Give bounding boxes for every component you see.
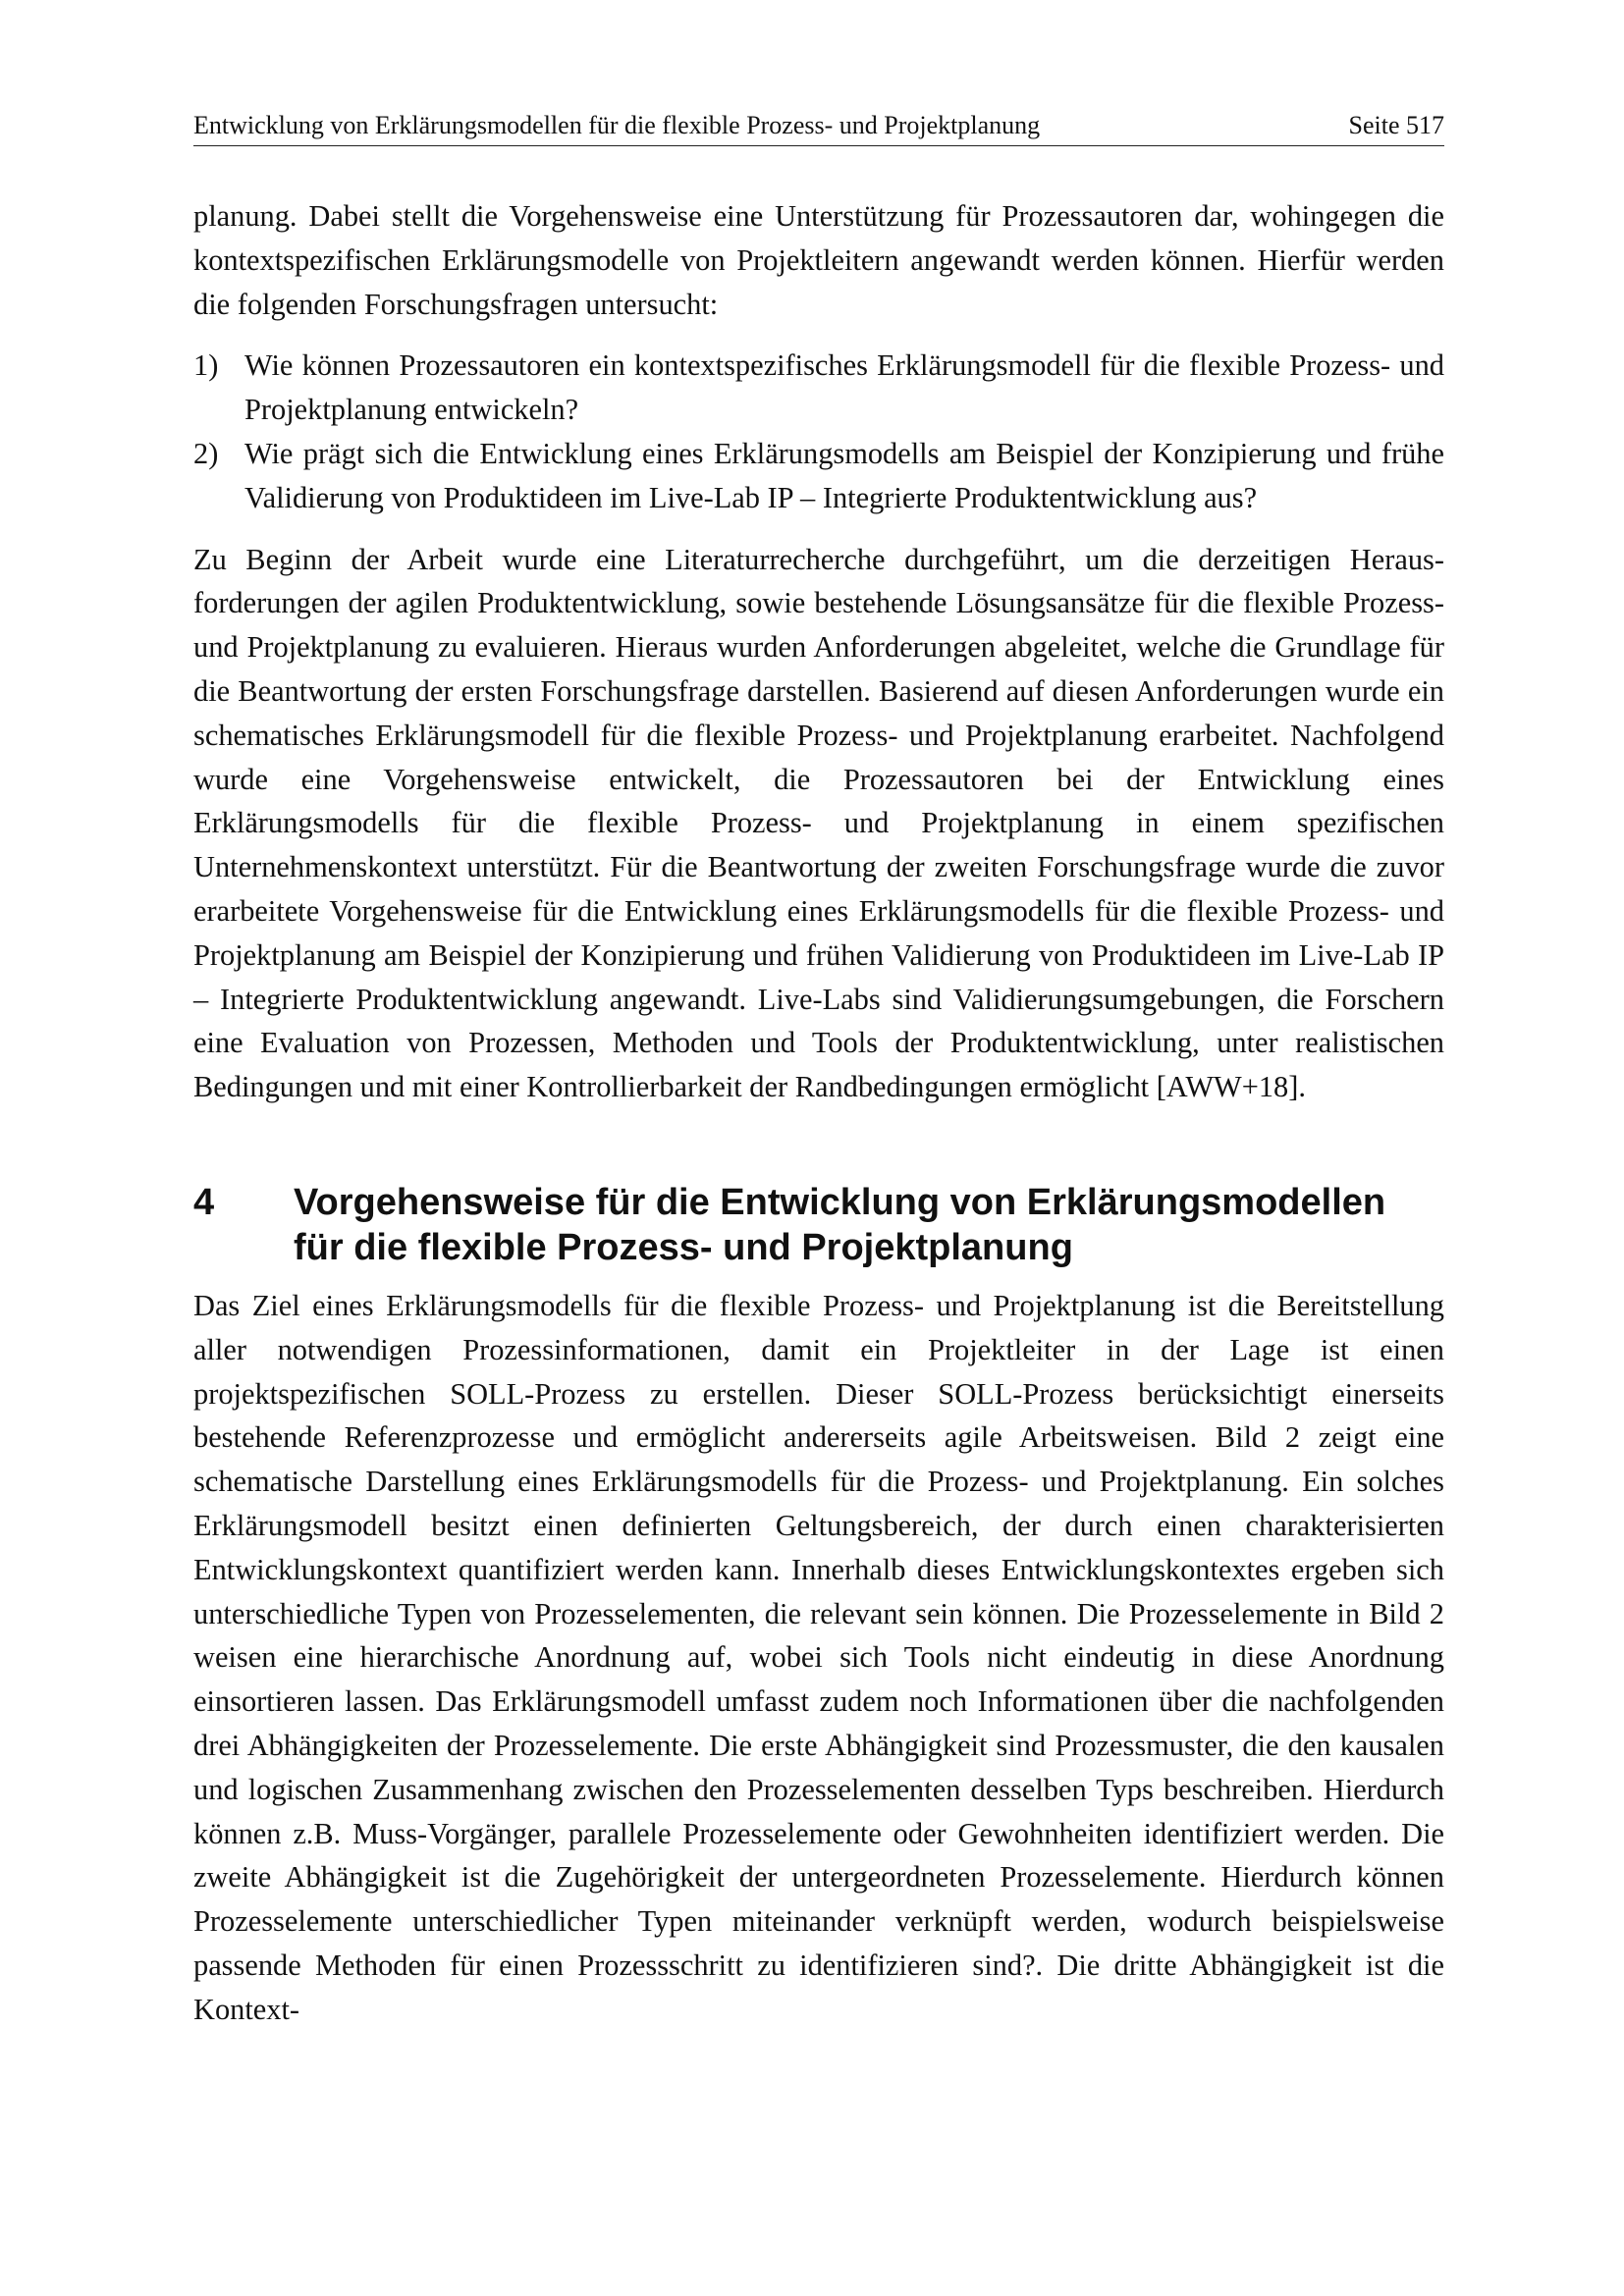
research-question-1	[193, 344, 1444, 432]
section-4-paragraph: Das Ziel eines Erklärungsmodells für die flexible Prozess- und Projektplanung ist die Bereitstellung aller notwendigen Prozessinformationen, damit ein Projektleiter in der Lage ist einen projektspezifischen SOLL-Prozess zu erstellen. Dieser SOLL-Prozess berücksichtigt einerseits bestehende Referenzprozesse und ermöglicht andererseits agile Arbeitsweisen. Bild 2 zeigt eine schematische Darstellung eines Erklärungsmodells für die Prozess- und Projektplanung. Ein solches Erklärungsmodell besitzt einen definierten Geltungsbereich, der durch einen charakterisierten Entwicklungskontext quantifiziert werden kann. Innerhalb dieses Entwicklungskontextes ergeben sich unterschiedliche Typen von Prozesselementen, die relevant sein können. Die Prozesselemente in Bild 2 weisen eine hierarchische Anordnung auf, wobei sich Tools nicht eindeutig in diese Anordnung einsortieren lassen. Das Erklärungsmodell umfasst zudem noch Informationen über die nachfolgenden drei Abhängigkeiten der Prozesselemente. Die erste Abhängigkeit sind Prozessmuster, die den kausalen und logischen Zusammenhang zwischen den Prozesselementen desselben Typs beschreiben. Hierdurch können z.B. Muss-Vorgänger, parallele Prozesselemente oder Gewohnheiten identifiziert werden. Die zweite Abhängigkeit ist die Zugehörigkeit der untergeordneten Prozesselemente. Hierdurch können Prozesselemente unterschiedlicher Typen miteinander verknüpft werden, wodurch beispielsweise passende Methoden für einen Prozessschritt zu identifizieren sind?. Die dritte Abhängigkeit ist die Kontext-	[193, 1288, 1444, 2026]
page-body	[193, 194, 1444, 2031]
section-title: Vorgehensweise für die Entwicklung von Erklärungsmodellen für die flexible Prozess- und Projektplanung	[294, 1181, 1386, 1268]
method-paragraph: Zu Beginn der Arbeit wurde eine Literaturrecherche durchgeführt, um die derzeitigen Herausforderungen der agilen Produktentwicklung, sowie bestehende Lösungsansätze für die flexible Prozess- und Projektplanung zu evaluieren. Hieraus wurden Anforderungen abgeleitet, welche die Grundlage für die Beantwortung der ersten Forschungsfrage darstellen. Basierend auf diesen Anforderungen wurde ein schematisches Erklärungsmodell für die flexible Prozess- und Projektplanung erarbeitet. Nachfolgend wurde eine Vorgehensweise entwickelt, die Prozessautoren bei der Entwicklung eines Erklärungsmodells für die flexible Prozess- und Projektplanung in einem spezifischen Unternehmenskontext unterstützt. Für die Beantwortung der zweiten Forschungsfrage wurde die zuvor erarbeitete Vorgehensweise für die Entwicklung eines Erklärungsmodells für die flexible Prozess- und Projektplanung am Beispiel der Konzipierung und frühen Validierung von Produktideen im Live-Lab IP – Integrierte Produktentwicklung angewandt. Live-Labs sind Validierungsumgebungen, die Forschern eine Evaluation von Prozessen, Methoden und Tools der Produktentwicklung, unter realistischen Bedingungen und mit einer Kontrollierbarkeit der Randbedingungen ermöglicht [AWW+18].	[193, 542, 1444, 1104]
research-question-number: 2)	[193, 436, 219, 470]
research-question-2	[193, 432, 1444, 520]
page-number: Seite 517	[1348, 111, 1444, 139]
research-questions-list	[193, 344, 1444, 519]
research-question-text: Wie können Prozessautoren ein kontextspezifisches Erklärungsmodell für die flexible Prozess- und Projektplanung entwickeln?	[244, 348, 1444, 427]
section-heading	[193, 1180, 1444, 1270]
intro-paragraph: planung. Dabei stellt die Vorgehensweise eine Unterstützung für Prozessautoren dar, wohingegen die kontextspezifischen Erklärungsmodelle von Projektleitern angewandt werden können. Hierfür werden die folgenden Forschungsfragen untersucht:	[193, 199, 1444, 321]
running-title: Entwicklung von Erklärungsmodellen für die flexible Prozess- und Projektplanung	[193, 111, 1041, 139]
research-question-text: Wie prägt sich die Entwicklung eines Erklärungsmodells am Beispiel der Konzipierung und frühe Validierung von Produktideen im Live-Lab IP – Integrierte Produktentwicklung aus?	[244, 436, 1444, 514]
research-question-number: 1)	[193, 348, 219, 383]
page-header	[193, 106, 1444, 146]
section-number: 4	[193, 1181, 215, 1223]
